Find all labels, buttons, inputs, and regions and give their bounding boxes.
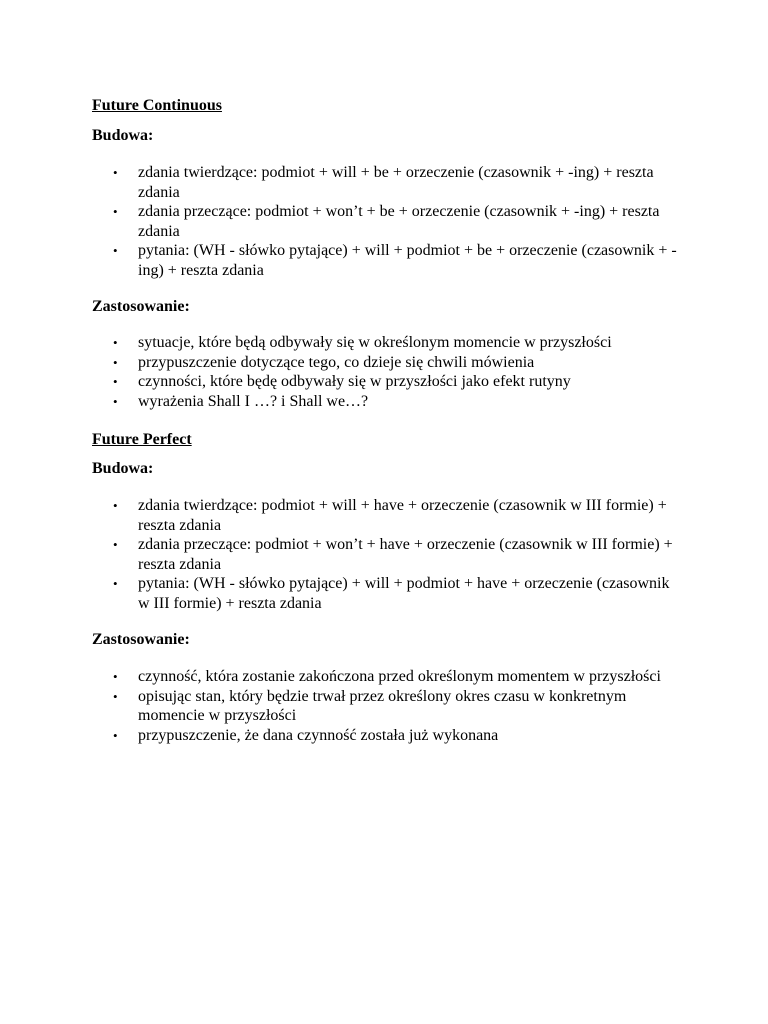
list-item: • wyrażenia Shall I …? i Shall we…? — [113, 392, 369, 410]
list-item: • czynność, która zostanie zakończona przed określonym momentem w przyszłości — [113, 668, 661, 685]
bullet-icon: • — [113, 374, 118, 389]
list-item: • pytania: (WH - słówko pytające) + will + podmiot + be + orzeczenie (czasownik + -ing) + reszta zdania — [113, 242, 677, 279]
usage-list — [0, 667, 700, 745]
list-item: • sytuacje, które będą odbywały się w określonym momencie w przyszłości — [113, 334, 612, 351]
bullet-icon: • — [113, 498, 118, 513]
list-item: • opisując stan, który będzie trwał przez określony okres czasu w konkretnym momencie w przyszłości — [113, 687, 627, 724]
list-item: • przypuszczenie dotyczące tego, co dzieje się chwili mówienia — [113, 353, 535, 371]
structure-list — [0, 496, 700, 613]
section-title-future-perfect: Future Perfect — [92, 431, 192, 448]
list-item: • przypuszczenie, że dana czynność została już wykonana — [113, 726, 499, 744]
list-item: • zdania przeczące: podmiot + won’t + be + orzeczenie (czasownik + -ing) + reszta zdania — [113, 203, 660, 240]
structure-heading: Budowa: — [92, 127, 154, 144]
usage-heading: Zastosowanie: — [92, 298, 190, 315]
bullet-icon: • — [113, 576, 118, 591]
bullet-icon: • — [113, 165, 118, 180]
bullet-icon: • — [113, 537, 118, 552]
list-item: • pytania: (WH - słówko pytające) + will + podmiot + have + orzeczenie (czasownik w III formie) + reszta zdania — [113, 575, 670, 612]
structure-heading: Budowa: — [92, 460, 154, 477]
bullet-icon: • — [113, 688, 118, 704]
bullet-icon: • — [113, 204, 118, 219]
usage-heading: Zastosowanie: — [92, 631, 190, 648]
bullet-icon: • — [113, 243, 118, 258]
structure-list — [0, 163, 700, 280]
bullet-icon: • — [113, 727, 118, 743]
list-item: • czynności, które będę odbywały się w przyszłości jako efekt rutyny — [113, 373, 571, 390]
usage-list — [0, 333, 700, 411]
list-item: • zdania twierdzące: podmiot + will + have + orzeczenie (czasownik w III formie) + reszta zdania — [113, 497, 667, 534]
bullet-icon: • — [113, 393, 118, 409]
list-item: • zdania przeczące: podmiot + won’t + have + orzeczenie (czasownik w III formie) + reszta zdania — [113, 536, 673, 573]
list-item: • zdania twierdzące: podmiot + will + be + orzeczenie (czasownik + -ing) + reszta zdania — [113, 164, 654, 201]
section-title-future-continuous: Future Continuous — [92, 97, 222, 114]
bullet-icon: • — [113, 354, 118, 370]
bullet-icon: • — [113, 669, 118, 684]
bullet-icon: • — [113, 335, 118, 350]
